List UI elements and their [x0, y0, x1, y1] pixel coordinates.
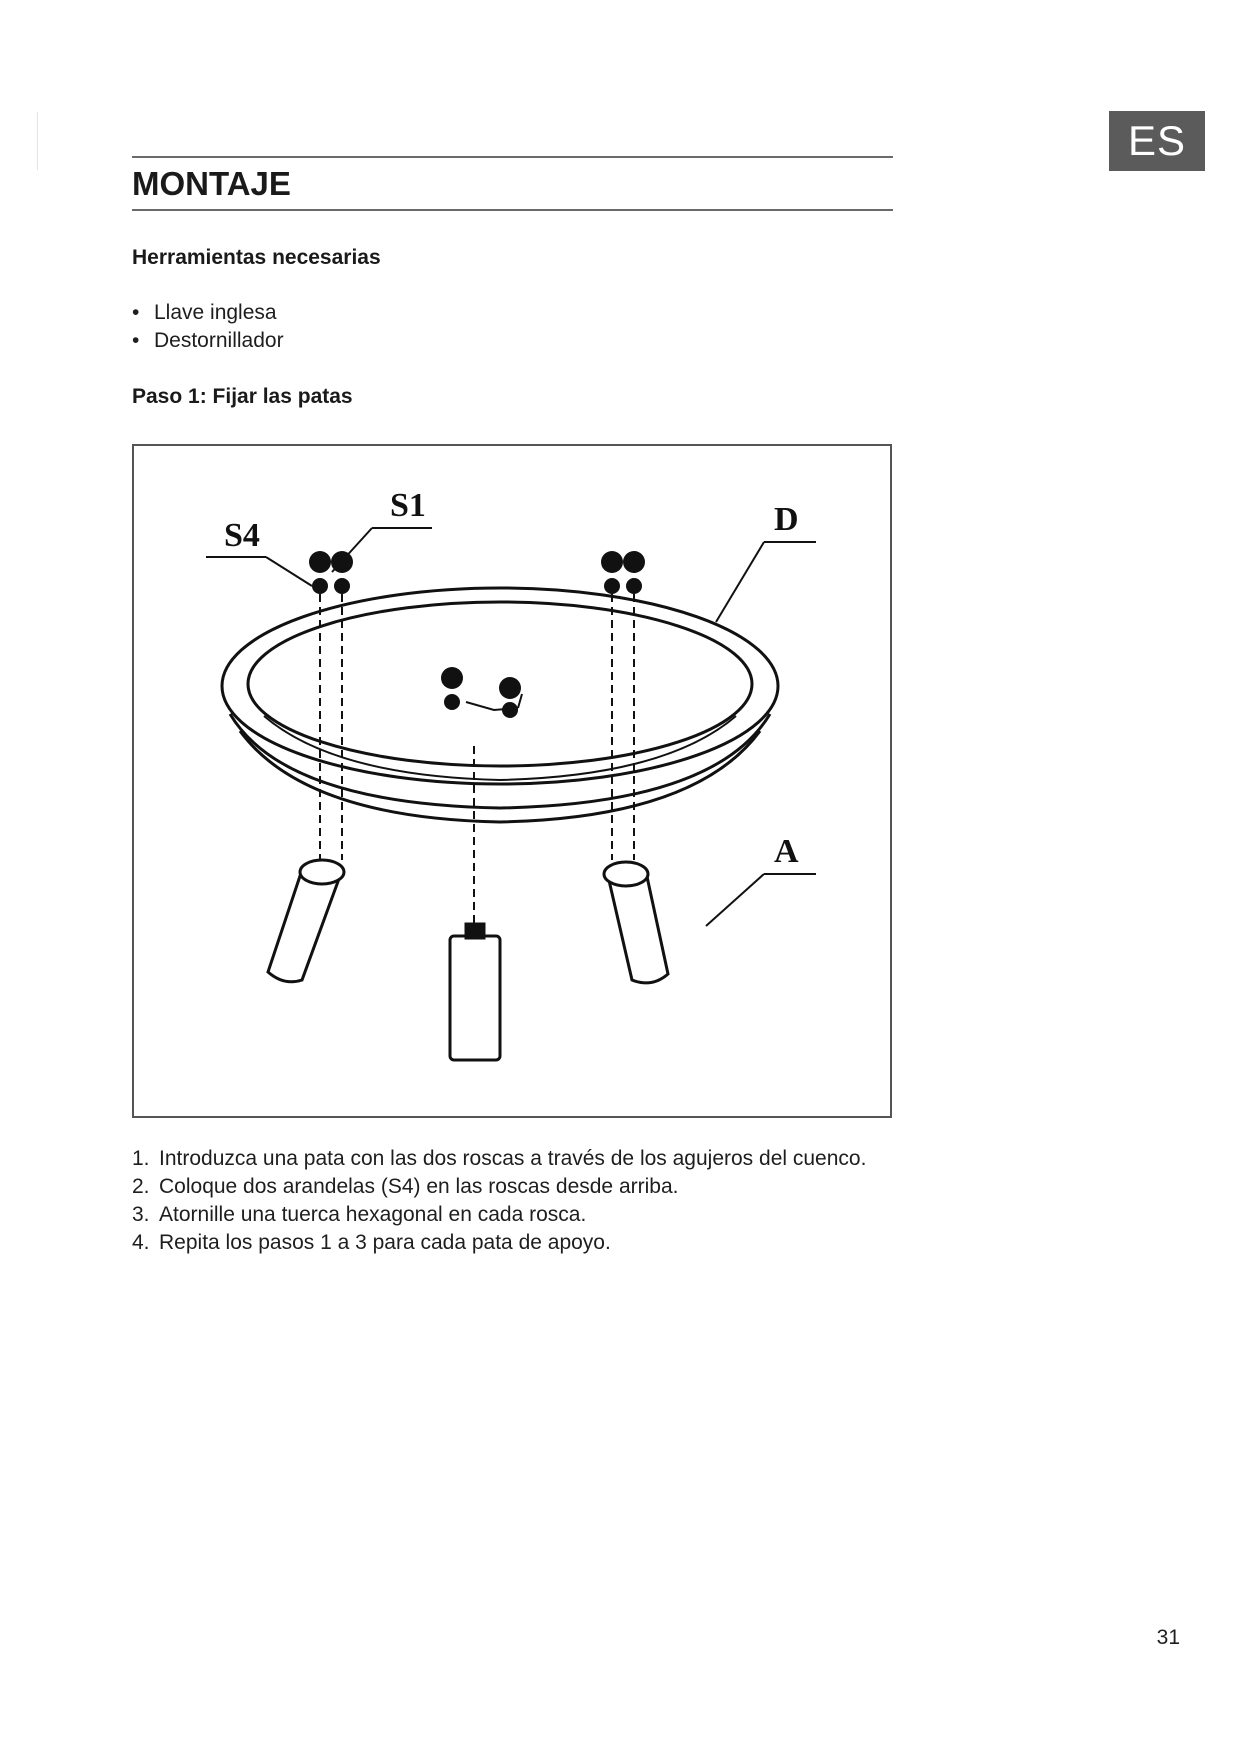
bullet: •: [132, 301, 140, 324]
hex-nut: [441, 667, 463, 689]
tool-label: Llave inglesa: [154, 301, 277, 324]
step-number: 1.: [132, 1147, 150, 1170]
leg-center: [450, 924, 500, 1060]
hex-nut: [623, 551, 645, 573]
center-hardware: [441, 667, 521, 718]
tool-label: Destornillador: [154, 329, 284, 352]
label-a: A: [774, 833, 799, 870]
washer: [312, 578, 328, 594]
left-hardware: [309, 551, 353, 594]
washer: [444, 694, 460, 710]
assembly-diagram: [132, 444, 892, 1118]
label-d-leader: [716, 542, 764, 622]
tools-heading: Herramientas necesarias: [132, 246, 381, 269]
bowl-floor: [264, 716, 736, 780]
language-tab: ES: [1109, 111, 1205, 171]
hex-nut: [499, 677, 521, 699]
list-item: [132, 1229, 866, 1257]
margin-mark: [37, 112, 38, 170]
washer: [604, 578, 620, 594]
step-text: Coloque dos arandelas (S4) en las roscas desde arriba.: [159, 1175, 679, 1198]
list-item: [132, 1145, 866, 1173]
assembly-diagram-svg: [134, 446, 890, 1116]
list-item: [132, 1201, 866, 1229]
washer: [502, 702, 518, 718]
step-number: 4.: [132, 1231, 150, 1254]
label-d: D: [774, 501, 799, 538]
tools-list: [132, 299, 284, 355]
list-item: [132, 1173, 866, 1201]
right-hardware: [601, 551, 645, 594]
leg-left: [268, 860, 344, 982]
step-text: Introduzca una pata con las dos roscas a través de los agujeros del cuenco.: [159, 1147, 867, 1170]
step-text: Repita los pasos 1 a 3 para cada pata de apoyo.: [159, 1231, 611, 1254]
washer: [334, 578, 350, 594]
bullet: •: [132, 329, 140, 352]
label-s4: S4: [224, 517, 260, 554]
list-item: [132, 299, 284, 327]
label-s4-leader: [266, 557, 312, 586]
label-s1: S1: [390, 487, 426, 524]
center-leader-2: [518, 694, 522, 708]
step-heading: Paso 1: Fijar las patas: [132, 385, 353, 408]
hex-nut: [309, 551, 331, 573]
step-text: Atornille una tuerca hexagonal en cada rosca.: [159, 1203, 587, 1226]
bowl-body: [230, 714, 770, 808]
title-rule-top: [132, 156, 893, 158]
page-number: 31: [1156, 1626, 1180, 1649]
hex-nut: [601, 551, 623, 573]
list-item: [132, 327, 284, 355]
title-rule-bottom: [132, 209, 893, 211]
step-number: 2.: [132, 1175, 150, 1198]
leg-right: [604, 862, 668, 983]
hex-nut: [331, 551, 353, 573]
page-title: MONTAJE: [132, 165, 291, 202]
label-a-leader: [706, 874, 764, 926]
instruction-list: [132, 1145, 866, 1257]
step-number: 3.: [132, 1203, 150, 1226]
washer: [626, 578, 642, 594]
